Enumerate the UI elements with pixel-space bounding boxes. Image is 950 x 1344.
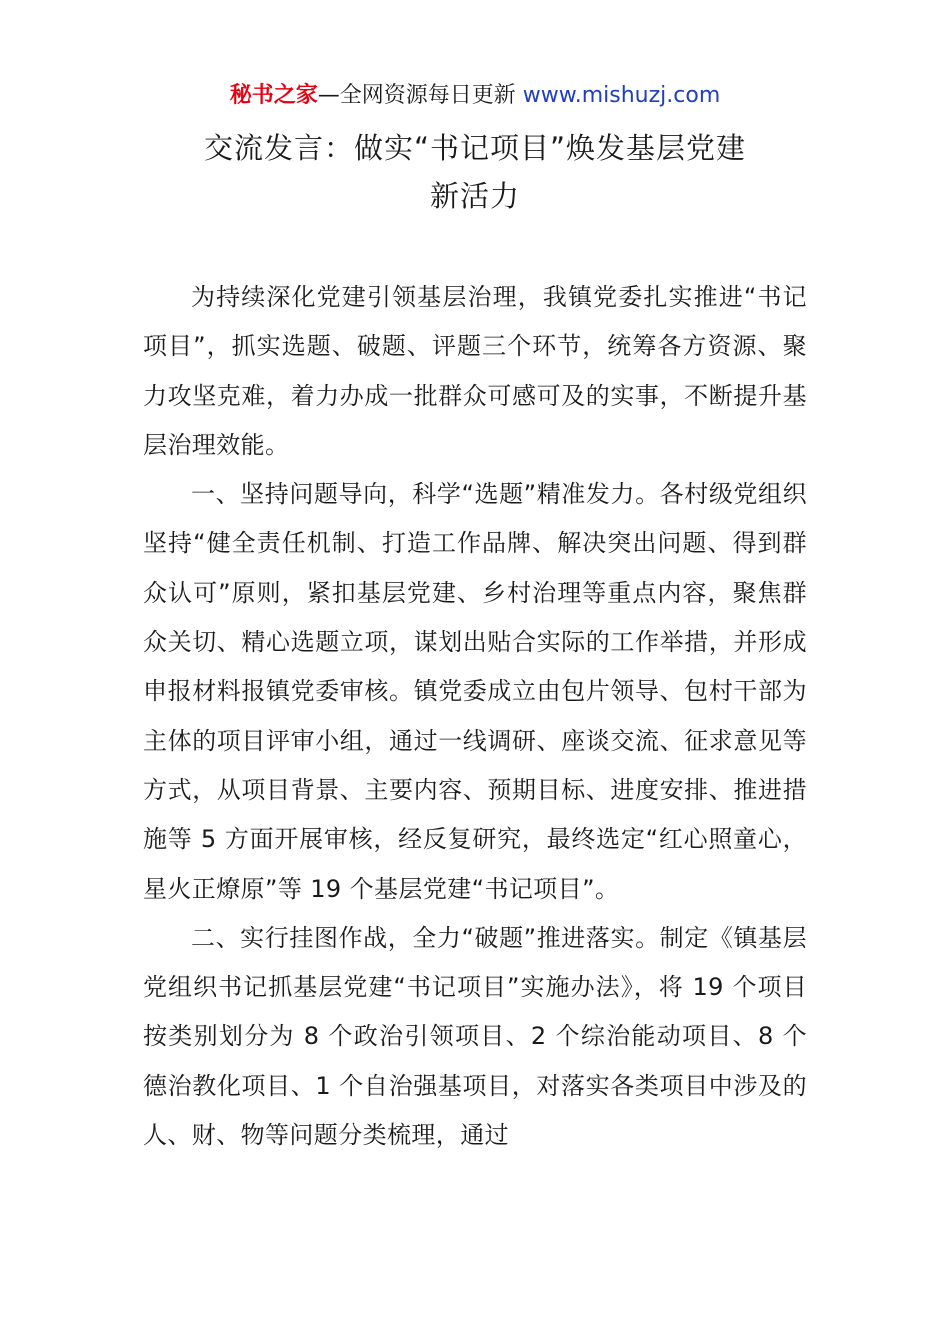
paragraph-section-1: 一、坚持问题导向，科学“选题”精准发力。各村级党组织坚持“健全责任机制、打造工作品牌、解决突出问题、得到群众认可”原则，紧扣基层党建、乡村治理等重点内容，聚焦群众关切、精心选题立项，谋划出贴合实际的工作举措，并形成申报材料报镇党委审核。镇党委成立由包片领导、包村干部为主体的项目评审小组，通过一线调研、座谈交流、征求意见等方式，从项目背景、主要内容、预期目标、进度安排、推进措施等 5 方面开展审核，经反复研究，最终选定“红心照童心，星火正燎原”等 19 个基层党建“书记项目”。: [143, 480, 807, 903]
document-title-line-2: 新活力: [429, 179, 520, 213]
site-brand: 秘书之家: [229, 83, 318, 108]
document-body: [143, 273, 807, 1160]
site-tagline: —全网资源每日更新: [317, 83, 523, 108]
site-url-link[interactable]: www.mishuzj.com: [522, 83, 721, 108]
site-header: [0, 80, 950, 112]
paragraph-intro: 为持续深化党建引领基层治理，我镇党委扎实推进“书记项目”，抓实选题、破题、评题三个环节，统筹各方资源、聚力攻坚克难，着力办成一批群众可感可及的实事，不断提升基层治理效能。: [143, 283, 807, 459]
document-title-line-1: 交流发言：做实“书记项目”焕发基层党建: [203, 131, 747, 165]
paragraph-section-2: 二、实行挂图作战，全力“破题”推进落实。制定《镇基层党组织书记抓基层党建“书记项目”实施办法》，将 19 个项目按类别划分为 8 个政治引领项目、2 个综治能动项目、8 个德治教化项目、1 个自治强基项目，对落实各类项目中涉及的人、财、物等问题分类梳理，通过: [143, 923, 807, 1150]
document-title: [140, 124, 810, 220]
